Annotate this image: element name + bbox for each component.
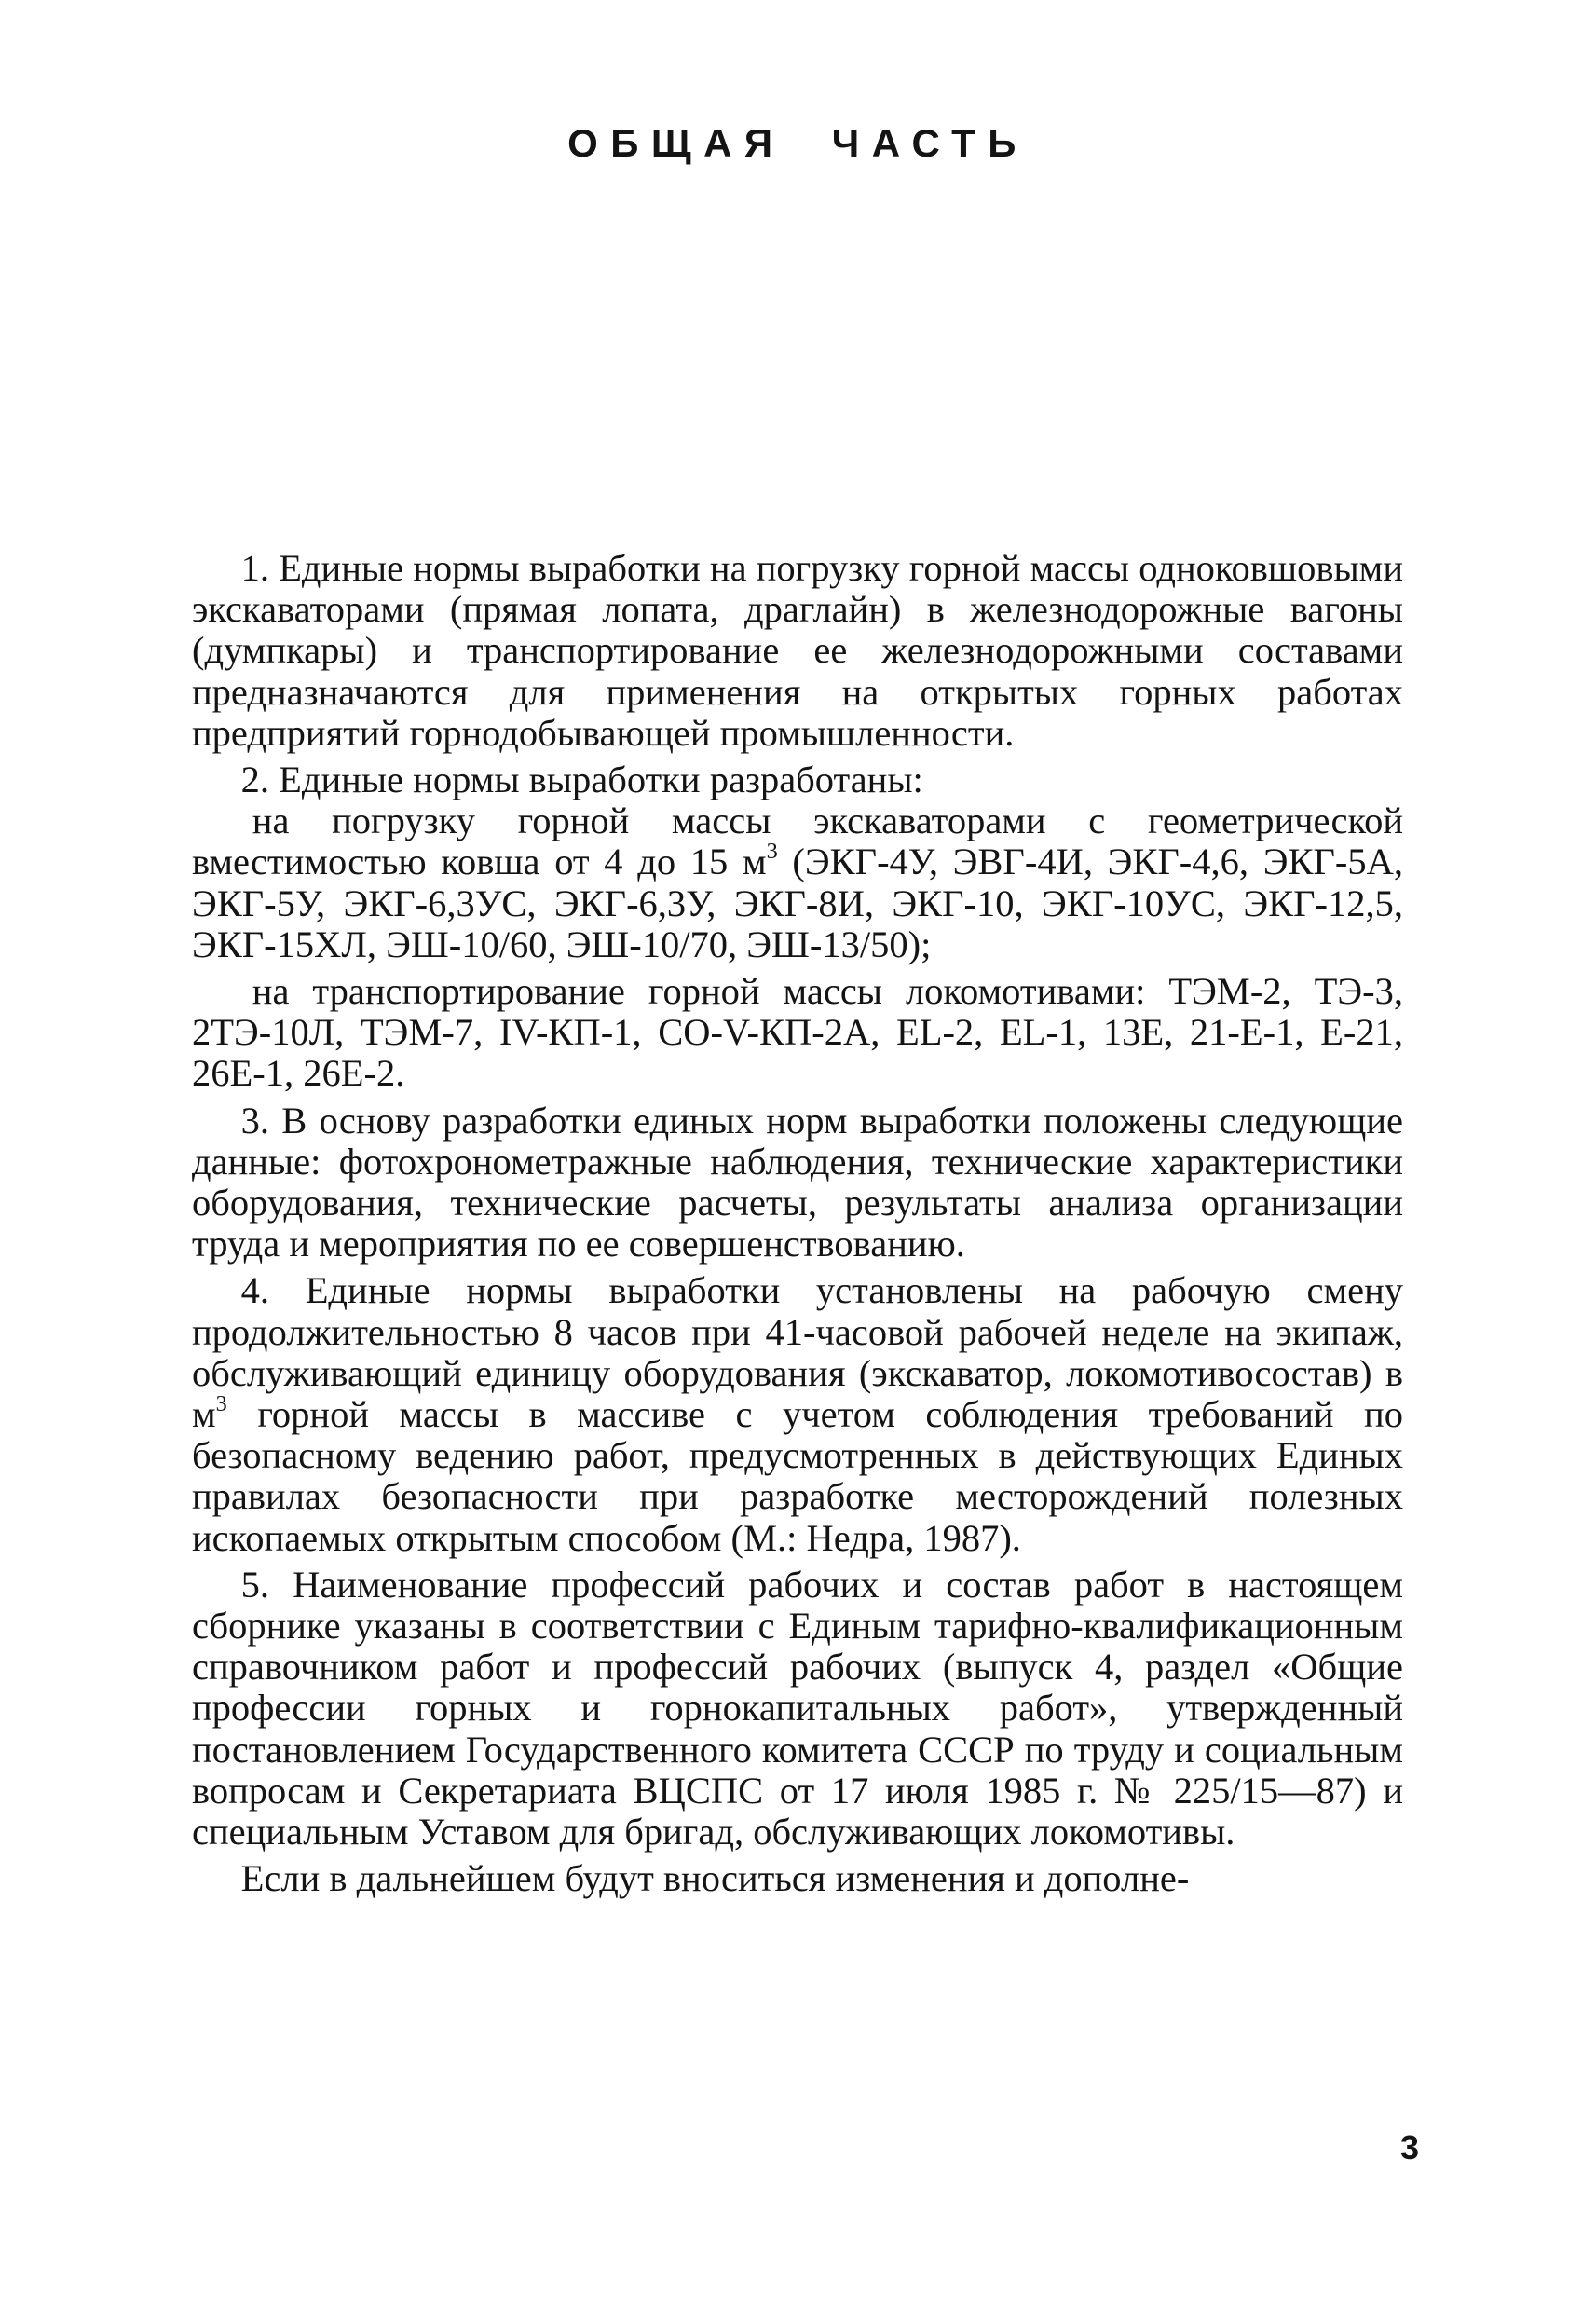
paragraph-2-locomotives: на транспортирование горной массы локомотивами: ТЭМ-2, ТЭ-3, 2ТЭ-10Л, ТЭМ-7, IV-КП-1, CO-V-КП-2А, EL-2, EL-1, 13E, 21-E-1, E-21, 26E-1, 26E-2.	[192, 970, 1403, 1095]
paragraph-2-excavators-text: на погрузку горной массы экскаваторами с геометрической вместимостью ковша от 4 до 15 м	[192, 800, 1403, 883]
paragraph-4-continuation: горной массы в массиве с учетом соблюдения требований по безопасному ведению работ, предусмотренных в действующих Единых правилах безопасности при разработке месторождений полезных ископаемых открытым способом (М.: Недра, 1987).	[192, 1393, 1403, 1559]
body-text	[192, 548, 1403, 1900]
paragraph-2-excavators	[192, 800, 1403, 965]
paragraph-5: 5. Наименование профессий рабочих и состав работ в настоящем сборнике указаны в соответствии с Единым тарифно-квалификационным справочником работ и профессий рабочих (выпуск 4, раздел «Общие профессии горных и горнокапитальных работ», утвержденный постановлением Государственного комитета СССР по труду и социальным вопросам и Секретариата ВЦСПС от 17 июля 1985 г. № 225/15—87) и специальным Уставом для бригад, обслуживающих локомотивы.	[192, 1563, 1403, 1853]
section-title: ОБЩАЯ ЧАСТЬ	[567, 121, 1029, 165]
paragraph-4	[192, 1270, 1403, 1558]
paragraph-3: 3. В основу разработки единых норм выработки положены следующие данные: фотохронометражные наблюдения, технические характеристики оборудования, технические расчеты, результаты анализа организации труда и мероприятия по ее совершенствованию.	[192, 1099, 1403, 1265]
paragraph-2-excavators-models: (ЭКГ-4У, ЭВГ-4И, ЭКГ-4,6, ЭКГ-5А, ЭКГ-5У, ЭКГ-6,3УС, ЭКГ-6,3У, ЭКГ-8И, ЭКГ-10, ЭКГ-10УС, ЭКГ-12,5, ЭКГ-15ХЛ, ЭШ-10/60, ЭШ-10/70, ЭШ-13/50);	[192, 841, 1403, 965]
paragraph-2: 2. Единые нормы выработки разработаны:	[240, 759, 923, 801]
page-number: 3	[1399, 2128, 1419, 2167]
paragraph-1: 1. Единые нормы выработки на погрузку горной массы одноковшовыми экскаваторами (прямая лопата, драглайн) в железнодорожные вагоны (думпкары) и транспортирование ее железнодорожными составами предназначаются для применения на открытых горных работах предприятий горнодобывающей промышленности.	[192, 547, 1403, 754]
paragraph-4-text: 4. Единые нормы выработки установлены на рабочую смену продолжительностью 8 часов при 41-часовой рабочей неделе на экипаж, обслуживающий единицу оборудования (экскаватор, локомотивосостав) в м	[192, 1269, 1403, 1436]
superscript-3: 3	[215, 1391, 227, 1417]
paragraph-6: Если в дальнейшем будут вноситься изменения и дополне-	[240, 1857, 1190, 1900]
superscript-3: 3	[766, 839, 778, 865]
